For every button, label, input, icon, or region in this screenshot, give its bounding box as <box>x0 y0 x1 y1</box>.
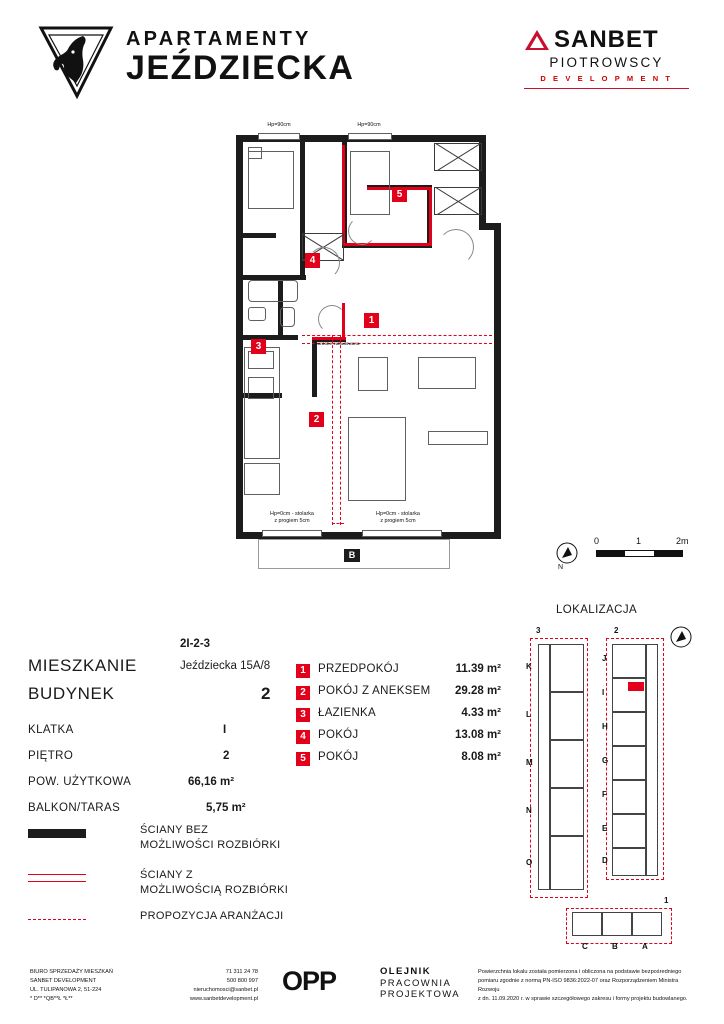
developer-sub2: D E V E L O P M E N T <box>540 74 673 83</box>
room-row-num: 2 <box>296 686 310 700</box>
window-label-2: Hp=90cm <box>357 122 381 128</box>
loc-segment <box>550 644 584 692</box>
window-bottom-left <box>262 530 322 537</box>
door-arc-2 <box>318 305 346 333</box>
label-building: BUDYNEK <box>28 684 115 703</box>
room-marker-3: 3 <box>251 339 266 354</box>
loc-segment <box>550 788 584 836</box>
wall-right-lower <box>494 223 501 539</box>
loc-corridor <box>646 644 658 876</box>
olejnik-line-3: PROJEKTOWA <box>380 989 460 1000</box>
wall-bottom-right <box>479 532 501 539</box>
window-label-1: Hp=90cm <box>267 122 291 128</box>
bed-furniture-2 <box>350 151 390 215</box>
room-row <box>296 662 506 684</box>
brand-title <box>126 28 354 88</box>
apartment-address: Jeździecka 15A/8 <box>180 660 271 672</box>
footer-email[interactable]: nieruchomosci@sanbet.pl <box>193 987 258 993</box>
row-label-balkon: BALKON/TARAS <box>28 802 121 814</box>
room-row-name: PRZEDPOKÓJ <box>318 663 399 675</box>
removable-wall-1 <box>342 145 345 245</box>
bed-furniture-1 <box>248 151 294 209</box>
window-label-4: Hp=0cm - stolarka z progiem 5cm <box>376 511 420 524</box>
sofa <box>348 417 406 501</box>
loc-stair-label-I: I <box>602 688 605 697</box>
developer-rule <box>524 88 689 89</box>
wall-internal-8 <box>236 335 298 340</box>
olejnik-line-1: OLEJNIK <box>380 966 431 977</box>
olejnik-line-2: PRACOWNIA <box>380 977 452 989</box>
room-row-area: 4.33 m² <box>461 707 501 719</box>
loc-bottom-label-B: B <box>612 942 618 951</box>
coffee-table <box>418 357 476 389</box>
legend-swatch-removable-wall <box>28 874 86 882</box>
arrangement-line-h1 <box>302 335 492 336</box>
wall-internal-1 <box>300 135 305 190</box>
scale-seg-1 <box>597 551 625 556</box>
room-row-num: 5 <box>296 752 310 766</box>
loc-north-arrow-icon <box>670 626 692 648</box>
footer <box>0 960 724 1024</box>
toilet <box>280 307 295 327</box>
legend-swatch-arrangement <box>28 919 86 920</box>
room-marker-5: 5 <box>392 187 407 202</box>
scale-label-2: 2m <box>676 536 689 546</box>
room-row-area: 29.28 m² <box>454 685 501 697</box>
footer-left-line-2: SANBET DEVELOPMENT <box>30 978 97 984</box>
loc-corridor <box>538 644 550 890</box>
legend-row-solid <box>28 825 298 870</box>
room-row-num: 3 <box>296 708 310 722</box>
fridge <box>244 463 280 495</box>
label-apartment: MIESZKANIE <box>28 656 137 675</box>
header <box>0 0 724 120</box>
balcony-label: B <box>344 549 360 562</box>
loc-stair-label-O: O <box>526 858 533 867</box>
loc-bottom-label-A: A <box>642 942 648 951</box>
north-label: N <box>558 564 564 571</box>
developer-sub: PIOTROWSCY <box>549 55 664 70</box>
loc-stair-label-F: F <box>602 790 607 799</box>
loc-stair-label-H: H <box>602 722 608 731</box>
removable-wall-3 <box>429 187 432 245</box>
loc-building-label-3: 3 <box>536 626 541 635</box>
loc-stair-label-E: E <box>602 824 608 833</box>
room-row-area: 13.08 m² <box>454 729 501 741</box>
room-row-name: ŁAZIENKA <box>318 707 377 719</box>
wall-left-lower <box>236 347 243 539</box>
north-arrow-icon <box>556 542 578 564</box>
footer-phone-2: 500 800 997 <box>226 978 258 984</box>
wardrobe-3 <box>434 143 482 171</box>
row-label-pow: POW. UŻYTKOWA <box>28 776 132 788</box>
horse-logo-icon <box>33 22 119 100</box>
localization-title: LOKALIZACJA <box>556 604 638 616</box>
legend-row-arrangement <box>28 910 298 960</box>
loc-segment <box>612 746 646 780</box>
loc-segment <box>550 740 584 788</box>
loc-building-label-2: 2 <box>614 626 619 635</box>
footer-disclaimer-line-1: Powierzchnia lokalu została pomierzona i obliczona na podstawie bezpośredniego <box>478 969 682 975</box>
dining-table <box>358 357 388 391</box>
room-marker-4: 4 <box>305 253 320 268</box>
window-bottom-right <box>362 530 442 537</box>
loc-stair-label-D: D <box>602 856 608 865</box>
room-row-name: POKÓJ <box>318 729 359 741</box>
footer-left-line-3: UL. TULIPANOWA 2, 51-224 <box>30 987 102 993</box>
legend-text-solid: ŚCIANY BEZ MOŻLIWOŚCI ROZBIÓRKI <box>140 824 281 851</box>
loc-segment <box>612 848 646 876</box>
wall-internal-13 <box>236 233 276 238</box>
row-value-pietro: 2 <box>223 750 230 762</box>
arrangement-line-v1 <box>332 335 333 525</box>
apartment-code: 2I-2-3 <box>180 638 211 650</box>
localization-map <box>520 626 700 951</box>
brand-line1: APARTAMENTY <box>126 28 312 50</box>
row-label-pietro: PIĘTRO <box>28 750 74 762</box>
row-value-klatka: I <box>223 724 227 736</box>
room-row-name: POKÓJ Z ANEKSEM <box>318 685 431 697</box>
wardrobe-2 <box>434 187 482 215</box>
loc-stair-label-G: G <box>602 756 609 765</box>
scale-label-0: 0 <box>594 536 600 546</box>
room-row-num: 4 <box>296 730 310 744</box>
loc-segment <box>550 836 584 890</box>
loc-building-label-1: 1 <box>664 896 669 905</box>
loc-stair-label-J: J <box>602 654 607 663</box>
room-row <box>296 728 506 750</box>
row-value-balkon: 5,75 m² <box>206 802 246 814</box>
opp-logo-mark: OPP <box>282 966 337 996</box>
highlighted-unit <box>628 682 644 691</box>
footer-disclaimer-line-2: pomiaru zgodnie z normą PN-ISO 9836:2022-07 oraz Rozporządzeniem Ministra Rozwoju <box>478 978 679 993</box>
footer-left-line-1: BIURO SPRZEDAŻY MIESZKAŃ <box>30 969 113 975</box>
room-row-area: 8.08 m² <box>461 751 501 763</box>
door-arc-4 <box>348 217 376 245</box>
opp-logo <box>282 966 336 997</box>
developer-logo <box>524 26 689 83</box>
loc-segment <box>632 912 662 936</box>
floor-plan <box>222 122 507 595</box>
door-arc-3 <box>438 229 474 265</box>
scale-seg-2 <box>654 551 682 556</box>
room-row-area: 11.39 m² <box>455 663 501 675</box>
brand-line2: JEŹDZIECKA <box>126 49 355 87</box>
scale-line <box>596 550 683 557</box>
sink <box>248 307 266 321</box>
stove-icon <box>248 377 274 399</box>
loc-segment <box>612 712 646 746</box>
loc-stair-label-L: L <box>526 710 531 719</box>
window-top-left <box>258 133 300 140</box>
room-marker-2: 2 <box>309 412 324 427</box>
room-row <box>296 750 506 772</box>
nightstand-1 <box>248 147 262 159</box>
loc-stair-label-N: N <box>526 806 532 815</box>
window-top-right <box>348 133 392 140</box>
loc-segment <box>602 912 632 936</box>
sanbet-triangle-icon <box>524 29 550 51</box>
footer-left-line-4: * D** *QB**Ł *Ł** <box>30 996 73 1002</box>
legend-swatch-solid-wall <box>28 829 86 838</box>
wardrobe-note: wardobe zabudowana <box>314 341 360 346</box>
loc-segment <box>612 644 646 678</box>
room-row-num: 1 <box>296 664 310 678</box>
footer-sales-office <box>30 968 113 1004</box>
arrangement-line-v2 <box>340 335 341 525</box>
scale-bar <box>556 536 696 576</box>
developer-name: SANBET <box>554 26 659 53</box>
legend-text-arrangement: PROPOZYCJA ARANŻACJI <box>140 910 284 922</box>
room-row-name: POKÓJ <box>318 751 359 763</box>
loc-stair-label-M: M <box>526 758 533 767</box>
room-row <box>296 706 506 728</box>
loc-bottom-label-C: C <box>582 942 588 951</box>
tv-unit <box>428 431 488 445</box>
footer-disclaimer-line-3: z dn. 11.09.2020 r. w sprawie szczegółowego zakresu i formy projektu budowlanego. <box>478 996 688 1002</box>
olejnik-logo <box>380 966 460 1001</box>
footer-contact <box>178 968 258 1004</box>
footer-phone-1: 71 311 24 78 <box>225 969 258 975</box>
room-marker-1: 1 <box>364 313 379 328</box>
scale-label-1: 1 <box>636 536 642 546</box>
loc-segment <box>572 912 602 936</box>
room-row <box>296 684 506 706</box>
building-value: 2 <box>261 684 271 703</box>
window-label-3: Hp=0cm - stolarka z progiem 5cm <box>270 511 314 524</box>
room-table <box>296 662 506 772</box>
loc-segment <box>612 814 646 848</box>
loc-segment <box>612 780 646 814</box>
row-label-klatka: KLATKA <box>28 724 74 736</box>
footer-disclaimer <box>478 968 698 1004</box>
legend-text-removable: ŚCIANY Z MOŻLIWOŚCIĄ ROZBIÓRKI <box>140 869 289 896</box>
loc-stair-label-K: K <box>526 662 532 671</box>
wall-left-upper <box>236 135 243 355</box>
arrangement-line-h3 <box>332 523 344 524</box>
bathtub <box>248 280 298 302</box>
footer-website[interactable]: www.sanbetdevelopment.pl <box>189 996 258 1002</box>
loc-segment <box>550 692 584 740</box>
row-value-pow: 66,16 m² <box>188 776 235 788</box>
legend <box>28 825 298 960</box>
